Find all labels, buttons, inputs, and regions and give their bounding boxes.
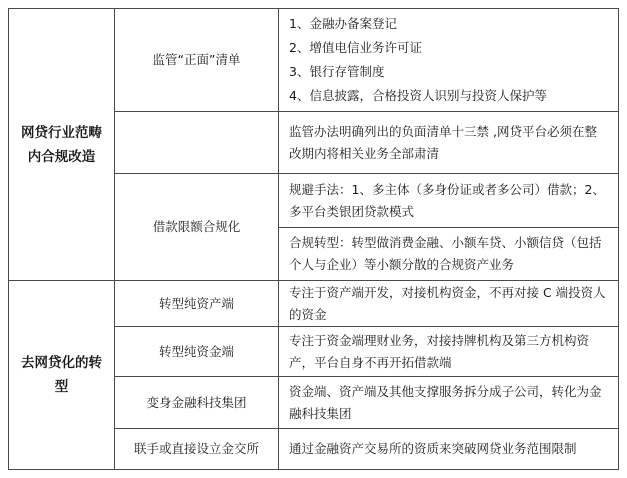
category-cell-transformation: [8, 280, 115, 470]
detail-cell-exchange: [278, 428, 619, 470]
detail-text: 专注于资产端开发，对接机构资金，不再对接 C 端投资人的资金: [289, 284, 606, 322]
item-cell-fintech-group: [114, 376, 279, 429]
item-cell-empty: [114, 111, 279, 174]
item-cell-positive-list: [114, 8, 279, 112]
item-label: 借款限额合规化: [152, 219, 241, 234]
item-label: 变身金融科技集团: [146, 394, 247, 410]
item-label: 转型纯资产端: [158, 295, 234, 311]
detail-cell-asset-side: [278, 280, 619, 327]
category-label: 去网贷化的转型: [21, 355, 102, 395]
detail-cell-negative-list: [278, 111, 619, 174]
detail-cell-fintech-group: [278, 376, 619, 429]
item-cell-loan-limit: [114, 173, 279, 281]
list-item: 2、增值电信业务许可证: [289, 40, 422, 55]
list-item: 3、银行存管制度: [289, 64, 385, 79]
list-item: 4、信息披露，合格投资人识别与投资人保护等: [289, 88, 547, 103]
detail-cell-positive-list: [278, 8, 619, 112]
detail-cell-transition: [278, 227, 619, 281]
item-cell-asset-side: [114, 280, 279, 327]
item-label: 转型纯资金端: [158, 343, 234, 359]
detail-text: 监管办法明确列出的负面清单十三禁 ,网贷平台必须在整改期内将相关业务全部肃清: [289, 123, 597, 161]
detail-text: 通过金融资产交易所的资质来突破网贷业务范围限制: [289, 441, 577, 456]
item-label: 监管“正面”清单: [152, 52, 241, 67]
item-cell-exchange: [114, 428, 279, 470]
detail-text: 合规转型：转型做消费金融、小额车贷、小额信贷（包括个人与企业）等小额分散的合规资产业务: [289, 235, 602, 272]
item-label: 联手或直接设立金交所: [133, 441, 259, 456]
positive-list: [289, 12, 608, 108]
category-cell-compliance: [8, 8, 115, 281]
detail-text: 专注于资金端理财业务，对接持牌机构及第三方机构资产，平台自身不再开拓借款端: [289, 332, 590, 370]
regulation-table: [8, 8, 619, 470]
detail-text: 资金端、资产端及其他支撑服务拆分成子公司，转化为金融科技集团: [289, 383, 602, 421]
detail-text: 规避手法：1、多主体（多身份证或者多公司）借款；2、多平台类银团贷款模式: [289, 181, 605, 219]
category-label: 网贷行业范畴内合规改造: [21, 124, 102, 165]
detail-cell-funding-side: [278, 326, 619, 377]
list-item: 1、金融办备案登记: [289, 16, 397, 31]
item-cell-funding-side: [114, 326, 279, 377]
detail-cell-evasion: [278, 173, 619, 228]
